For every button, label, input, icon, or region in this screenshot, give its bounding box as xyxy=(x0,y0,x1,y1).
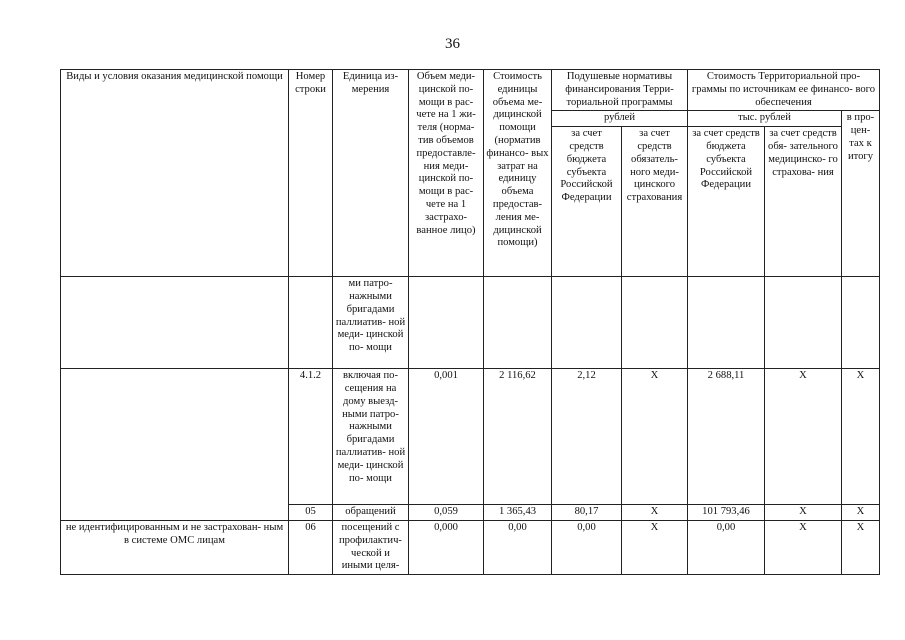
cell-line: 4.1.2 xyxy=(289,369,333,505)
header-oms: за счет средств обязатель- ного меди- цинского страхования xyxy=(622,127,688,277)
page-number: 36 xyxy=(445,36,460,52)
header-budget-2: за счет средств бюджета субъекта Российской Федерации xyxy=(688,127,765,277)
cell-per-capita-oms: Х xyxy=(622,369,688,505)
cell-per-capita-budget: 0,00 xyxy=(552,520,622,574)
cell-percent: Х xyxy=(842,505,880,521)
cell-cost-budget: 2 688,11 xyxy=(688,369,765,505)
cell-cost xyxy=(484,277,552,369)
header-kind: Виды и условия оказания медицинской помощи xyxy=(61,70,289,277)
tariff-table xyxy=(60,69,880,575)
cell-percent: Х xyxy=(842,369,880,505)
header-oms-2: за счет средств обя- зательного медицинско- го страхова- ния xyxy=(765,127,842,277)
cell-cost-oms: Х xyxy=(765,505,842,521)
cell-line: 06 xyxy=(289,520,333,574)
cell-kind xyxy=(61,277,289,369)
cell-per-capita-budget: 2,12 xyxy=(552,369,622,505)
header-line-number: Номер строки xyxy=(289,70,333,277)
cell-unit: включая по- сещения на дому выезд- ными патро- нажными бригадами паллиатив- ной меди- цинской по- мощи xyxy=(333,369,409,505)
cell-volume xyxy=(409,277,484,369)
header-program-cost: Стоимость Территориальной про- граммы по источникам ее финансо- вого обеспечения xyxy=(688,70,880,111)
cell-unit: посещений с профилактич- ческой и иными целя- xyxy=(333,520,409,574)
cell-unit: ми патро- нажными бригадами паллиатив- ной меди- цинской по- мощи xyxy=(333,277,409,369)
header-unit: Единица из- мерения xyxy=(333,70,409,277)
cell-cost: 2 116,62 xyxy=(484,369,552,505)
cell-per-capita-oms xyxy=(622,277,688,369)
cell-cost-budget: 0,00 xyxy=(688,520,765,574)
cell-percent xyxy=(842,277,880,369)
cell-per-capita-budget xyxy=(552,277,622,369)
cell-volume: 0,000 xyxy=(409,520,484,574)
cell-cost: 0,00 xyxy=(484,520,552,574)
header-per-capita-unit: рублей xyxy=(552,111,688,127)
cell-cost-oms: Х xyxy=(765,520,842,574)
header-volume: Объем меди- цинской по- мощи в рас- чете на 1 жи- теля (норма- тив объемов предоставле- ния меди- цинской по- мощи в рас- чете на 1 застрахо- ванное лицо) xyxy=(409,70,484,277)
cell-line: 05 xyxy=(289,505,333,521)
header-unit-cost: Стоимость единицы объема ме- дицинской помощи (норматив финансо- вых затрат на единицу объема предостав- ления ме- дицинской помощи) xyxy=(484,70,552,277)
cell-percent: Х xyxy=(842,520,880,574)
table-row xyxy=(61,520,880,574)
cell-volume: 0,059 xyxy=(409,505,484,521)
table-row xyxy=(61,369,880,505)
cell-per-capita-oms: Х xyxy=(622,520,688,574)
cell-cost-oms: Х xyxy=(765,369,842,505)
cell-kind: не идентифицированным и не застрахован- ным в системе ОМС лицам xyxy=(61,520,289,574)
cell-cost-budget xyxy=(688,277,765,369)
cell-per-capita-oms: Х xyxy=(622,505,688,521)
cell-unit: обращений xyxy=(333,505,409,521)
cell-kind xyxy=(61,369,289,521)
header-program-cost-unit: тыс. рублей xyxy=(688,111,842,127)
cell-cost-oms xyxy=(765,277,842,369)
header-per-capita: Подушевые нормативы финансирования Терри- ториальной программы xyxy=(552,70,688,111)
table-row xyxy=(61,277,880,369)
header-percent: в про- цен- тах к итогу xyxy=(842,111,880,277)
cell-volume: 0,001 xyxy=(409,369,484,505)
cell-cost: 1 365,43 xyxy=(484,505,552,521)
cell-per-capita-budget: 80,17 xyxy=(552,505,622,521)
cell-line xyxy=(289,277,333,369)
header-budget: за счет средств бюджета субъекта Российской Федерации xyxy=(552,127,622,277)
cell-cost-budget: 101 793,46 xyxy=(688,505,765,521)
